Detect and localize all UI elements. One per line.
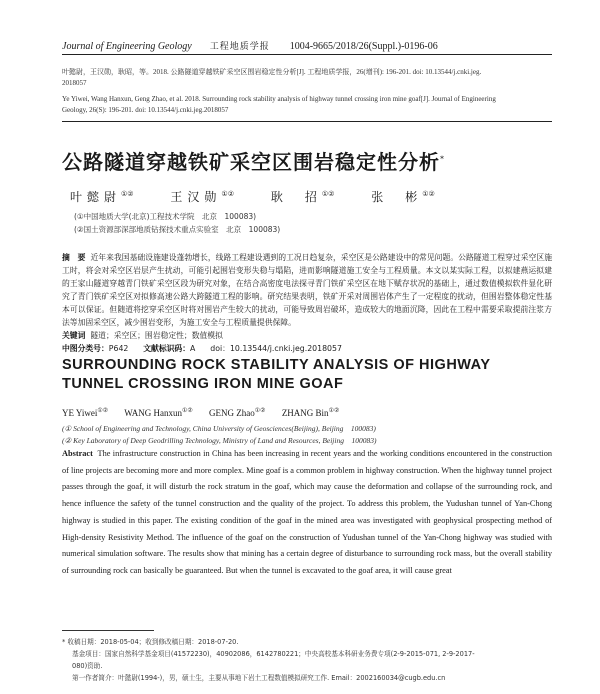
- footnote-received: * 收稿日期：2018-05-04；收到修改稿日期：2018-07-20.: [62, 638, 239, 646]
- class-number: P642: [108, 344, 129, 353]
- doc-code-label: 文献标识码：: [143, 344, 191, 353]
- class-number-label: 中图分类号：: [62, 344, 109, 353]
- doi-label: doi：: [210, 344, 230, 353]
- doi-value: 10.13544/j.cnki.jeg.2018057: [229, 344, 342, 353]
- abstract-cn-label: 摘 要: [62, 253, 86, 262]
- footnote-rule: [62, 630, 154, 631]
- issn-code: 1004-9665/2018/26(Suppl.)-0196-06: [289, 41, 438, 52]
- affiliation-en: (② Key Laboratory of Deep Geodrilling Technology, Ministry of Land and Resources, Beijing 100083): [62, 436, 377, 445]
- abstract-en-text: The infrastructure construction in China has been increasing in recent years and the working conditions encountered in the construction of line projects are becoming more and more complex. Mine goaf is a common problem in highway construction. When the highway tunnel project passes through the goaf, it will disturb the rock stratum in the goaf, which may cause the deformation and collapse of the surrounding rock, and hence influence the safety of the tunnel construction and the quality of the project. To address this problem, the Yudushan tunnel of Yan-Chong highway is studied in this paper. The existing condition of the goaf in the mined area was investigated with geophysical prospecting method of High-density Resistivity Method. The influence of the goaf on the construction of Yudushan tunnel of the Yan-Chong highway was studied with numerical simulation software. The results show that mining has a certain degree of disturbance to surrounding rock mass, but the overall stability of surrounding rock can basically be guaranteed. But when the tunnel is excavated to the goaf area, it will cause great: [62, 449, 552, 575]
- citation-cn: 叶懿尉，王汉勋，耿昭，等。2018. 公路隧道穿越铁矿采空区围岩稳定性分析[J]. 工程地质学报，26(增刊): 196-201. doi: 10.13544/j.cnki.jeg. 2018057: [62, 68, 482, 87]
- abstract-cn-text: 近年来我国基础设施建设蓬勃增长，线路工程建设遇到的工况日趋复杂，采空区是公路建设中的常见问题。公路隧道工程穿过采空区施工时，将会对采空区岩层产生扰动，可能引起围岩变形失稳与塌陷，进而影响隧道施工安全与工程质量。本文以某实际工程，以拟建燕运拟建的王家山隧道穿越青门铁矿采空区段为研究对象，在结合高密度电法探寻青门铁矿采空区在地下赋存状况的基础上，通过数值模拟软件显化研究了青门铁矿采空区对拟修高速公路大跨隧道工程的影响。研究结果表明，铁矿开采对周围岩体产生了一定程度的扰动，但围岩整体稳定性基本可以保证。但随道将挖穿采空区时将对围岩产生较大的扰动，可能导致周岩破坏，造成较大的地面沉降，因此在工程中需要采取提前注浆方法等加固采空区，减少围岩变形，为施工安全与工程质量提供保障。: [62, 253, 552, 327]
- affiliation-cn: (①中国地质大学(北京)工程技术学院 北京 100083): [74, 212, 257, 221]
- authors-en: YE Yiwei①② WANG Hanxun①② GENG Zhao①② ZHANG Bin①②: [62, 408, 340, 418]
- author-en: WANG Hanxun: [124, 408, 183, 418]
- keywords-cn: 隧道；采空区；围岩稳定性；数值模拟: [90, 331, 223, 340]
- authors-cn: 叶懿尉①② 王汉勋①② 耿 招①② 张 彬①②: [70, 190, 435, 204]
- footnotes: [62, 636, 554, 684]
- author-en: GENG Zhao: [209, 408, 255, 418]
- affiliation-en: (① School of Engineering and Technology, China University of Geosciences(Beijing), Beijing 100083): [62, 424, 376, 433]
- author-en: ZHANG Bin: [281, 408, 329, 418]
- abstract-cn: [62, 251, 552, 355]
- author-en: YE Yiwei: [62, 408, 98, 418]
- abstract-en-label: Abstract: [62, 449, 93, 458]
- citation-en: Ye Yiwei, Wang Hanxun, Geng Zhao, et al. 2018. Surrounding rock stability analysis of highway tunnel crossing iron mine goaf[J]. Journal of Engineering Geology, 26(S): 196-201. doi: 10.13544/j.cnki.jeg.2018057: [62, 95, 496, 114]
- title-en: SURROUNDING ROCK STABILITY ANALYSIS OF HIGHWAY TUNNEL CROSSING IRON MINE GOAF: [62, 357, 491, 392]
- author-cn: 王汉勋: [170, 190, 222, 204]
- running-header: [62, 39, 552, 52]
- header-rule: [62, 54, 552, 55]
- author-cn: 张 彬: [371, 190, 423, 204]
- footnote-funding-cont: 080)资助.: [72, 662, 103, 670]
- keywords-label: 关键词: [62, 331, 86, 340]
- title-footnote-mark: *: [440, 154, 445, 164]
- doc-code: A: [190, 344, 196, 353]
- author-cn: 耿 招: [270, 190, 322, 204]
- citation-rule: [62, 121, 552, 122]
- journal-name-cn: 工程地质学报: [209, 42, 270, 52]
- journal-name-en: Journal of Engineering Geology: [62, 41, 192, 52]
- abstract-en: [62, 446, 552, 580]
- title-cn: 公路隧道穿越铁矿采空区围岩稳定性分析*: [62, 150, 445, 174]
- affiliation-cn: (②国土资源部深部地质钻探技术重点实验室 北京 100083): [74, 225, 281, 234]
- author-cn: 叶懿尉: [70, 190, 122, 204]
- footnote-funding: 基金项目：国家自然科学基金项目(41572230)，40902086，6142780221；中央高校基本科研业务费专项(2-9-2015-071, 2-9-2017-: [72, 650, 475, 658]
- footnote-author: 第一作者简介：叶懿尉(1994-)，男，硕士生，主要从事地下岩土工程数值模拟研究工作. Email：2002160034@cugb.edu.cn: [72, 674, 446, 682]
